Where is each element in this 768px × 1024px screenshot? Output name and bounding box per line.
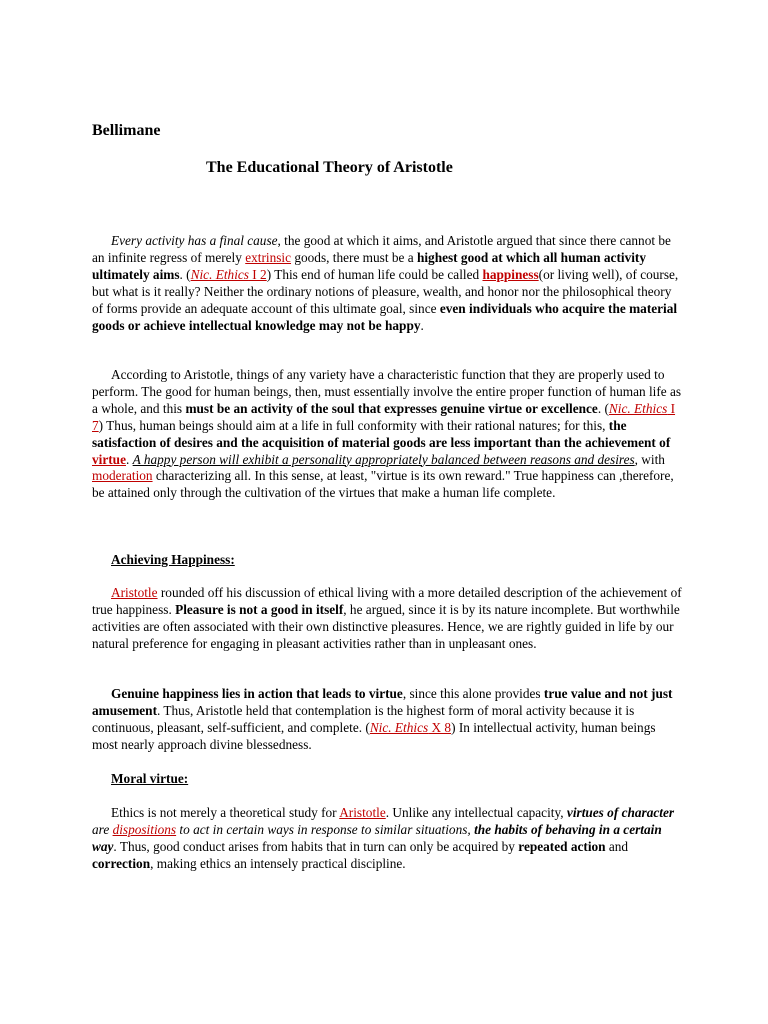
text-span: . Thus, good conduct arises from habits that in turn can only be acquired by xyxy=(113,838,519,854)
bold-span: must be an activity of the soul that expresses genuine virtue or excellence xyxy=(185,400,598,416)
bold-span: repeated action xyxy=(518,838,606,854)
link-aristotle[interactable]: Aristotle xyxy=(111,585,158,600)
text-span: . Thus, Aristotle held that contemplation is the highest form of moral activity because it is continuous, pleasant, self-sufficient, and complete. ( xyxy=(92,702,635,735)
link-text: Nic. Ethics xyxy=(608,400,668,416)
link-text: Nic. Ethics xyxy=(190,266,249,282)
bold-span: highest good at which all human activity ultimately aims xyxy=(92,249,646,282)
text-span: , making ethics an intensely practical discipline. xyxy=(150,855,406,871)
author-name: Bellimane xyxy=(92,122,161,139)
link-virtue[interactable]: virtue xyxy=(92,451,126,467)
link-nic-ethics-x-8[interactable] xyxy=(370,720,451,735)
underlined-span: A happy person will exhibit a personality appropriately balanced between reasons and desires xyxy=(132,451,635,467)
italic-span: to act in certain ways in response to similar situations, xyxy=(176,821,475,837)
link-dispositions[interactable]: dispositions xyxy=(112,821,177,837)
text-span: , the good at which it aims, and Aristotle argued that since there cannot be an infinite regress of merely xyxy=(92,233,671,265)
link-text: I 2 xyxy=(248,266,267,282)
link-extrinsic[interactable]: extrinsic xyxy=(245,249,292,265)
italic-span: are xyxy=(92,821,113,837)
bold-span: even individuals who acquire the material goods or achieve intellectual knowledge may not be happy xyxy=(92,300,678,333)
text-span: characterizing all. In this sense, at least, "virtue is its own reward." True happiness can ,therefore, be attained only through the cultivation of the virtues that make a human life complete. xyxy=(92,468,674,501)
bold-span: the satisfaction of desires and the acquisition of material goods are less important than the achievement of xyxy=(92,417,671,450)
bold-italic-span: virtues of character xyxy=(566,805,675,820)
text-span: Every activity has a final cause xyxy=(111,233,278,248)
text-span: goods, there must be a xyxy=(291,249,417,265)
bold-span: Genuine happiness lies in action that leads to virtue xyxy=(111,686,403,701)
text-span: . ( xyxy=(597,400,609,416)
bold-span: correction xyxy=(92,855,151,871)
link-nic-ethics-1-2[interactable] xyxy=(191,267,267,282)
text-span: , since this alone provides xyxy=(402,686,544,701)
link-moderation[interactable]: moderation xyxy=(92,468,153,484)
document-title: The Educational Theory of Aristotle xyxy=(206,159,453,176)
bold-span: Pleasure is not a good in itself xyxy=(175,601,344,617)
text-span: . xyxy=(125,451,133,467)
text-span: rounded off his discussion of ethical living with a more detailed description of the achievement of true happiness. xyxy=(92,585,682,617)
paragraph-moral-virtue xyxy=(92,805,682,873)
link-happiness[interactable]: happiness xyxy=(482,266,539,282)
text-span: and xyxy=(605,838,629,854)
link-text: X 8 xyxy=(428,719,452,735)
text-span: (or living well), of course, but what is it really? Neither the ordinary notions of pleasure, wealth, and honor nor the philosophical theory of forms provide an adequate account of this ultimate goal, since xyxy=(92,266,679,316)
paragraph-genuine-happiness xyxy=(92,686,682,754)
bold-span: true value and not just amusement xyxy=(92,686,673,718)
text-span: . ( xyxy=(179,266,191,282)
paragraph-function xyxy=(92,367,682,502)
text-span: ) Thus, human beings should aim at a life in full conformity with their rational natures; for this, xyxy=(98,417,609,433)
text-span: . Unlike any intellectual capacity, xyxy=(385,805,567,820)
text-span: , with xyxy=(634,451,665,467)
text-span: ) In intellectual activity, human beings most nearly approach divine blessedness. xyxy=(92,719,656,752)
link-text: I 7 xyxy=(92,400,676,433)
bold-italic-span: the habits of behaving in a certain way xyxy=(92,821,662,854)
paragraph-final-cause xyxy=(92,233,682,334)
text-span: , he argued, since it is by its nature incomplete. But worthwhile activities are often associated with their own distinctive pleasures. Hence, we are rightly guided in life by our natural preference for engaging in pleasant activities rather than in unpleasant ones. xyxy=(92,601,680,651)
text-span: According to Aristotle, things of any variety have a characteristic function that they are properly used to perform. The good for human beings, then, must essentially involve the entire proper function of human life as a whole, and this xyxy=(92,367,682,416)
link-text: Nic. Ethics xyxy=(369,719,429,735)
text-span: Ethics is not merely a theoretical study for xyxy=(111,805,340,820)
link-aristotle-2[interactable]: Aristotle xyxy=(339,805,386,820)
text-span: ) This end of human life could be called xyxy=(266,266,483,282)
heading-achieving-happiness: Achieving Happiness: xyxy=(111,552,235,567)
text-span: . xyxy=(420,317,424,333)
paragraph-achieving-happiness xyxy=(92,585,682,653)
heading-moral-virtue: Moral virtue: xyxy=(111,771,189,786)
